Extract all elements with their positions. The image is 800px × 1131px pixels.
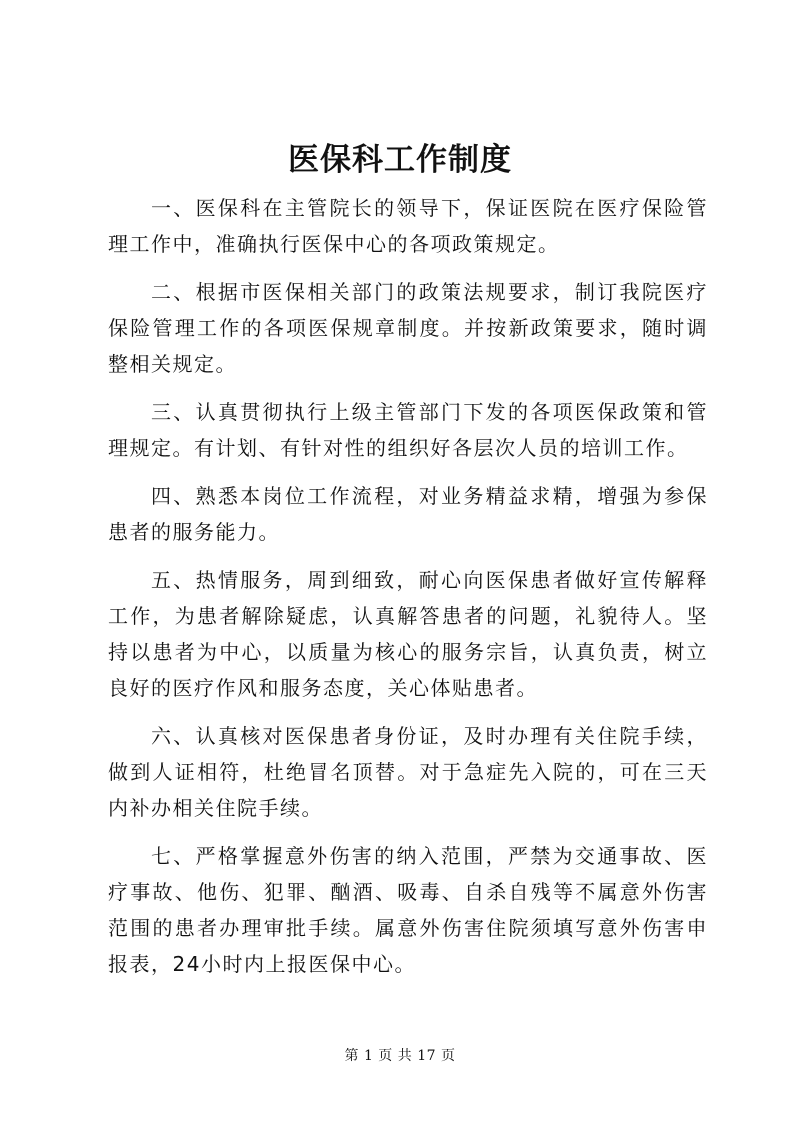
paragraph-6: 六、认真核对医保患者身份证，及时办理有关住院手续，做到人证相符，杜绝冒名顶替。对于急症先入院的，可在三天内补办相关住院手续。 bbox=[108, 724, 708, 820]
paragraph-4: 四、熟悉本岗位工作流程，对业务精益求精，增强为参保患者的服务能力。 bbox=[108, 484, 708, 544]
paragraph-3: 三、认真贯彻执行上级主管部门下发的各项医保政策和管理规定。有计划、有针对性的组织好各层次人员的培训工作。 bbox=[108, 400, 708, 460]
paragraph-1: 一、医保科在主管院长的领导下，保证医院在医疗保险管理工作中，准确执行医保中心的各项政策规定。 bbox=[108, 196, 708, 256]
paragraph-7: 七、严格掌握意外伤害的纳入范围，严禁为交通事故、医疗事故、他伤、犯罪、酗酒、吸毒、自杀自残等不属意外伤害范围的患者办理审批手续。属意外伤害住院须填写意外伤害申报表，24小时内上报医保中心。 bbox=[108, 844, 708, 976]
paragraph-5: 五、热情服务，周到细致，耐心向医保患者做好宣传解释工作，为患者解除疑虑，认真解答患者的问题，礼貌待人。坚持以患者为中心，以质量为核心的服务宗旨，认真负责，树立良好的医疗作风和服务态度，关心体贴患者。 bbox=[108, 568, 708, 700]
page-number-footer: 第 1 页 共 17 页 bbox=[344, 1048, 456, 1064]
document-body bbox=[108, 190, 708, 994]
paragraph-2: 二、根据市医保相关部门的政策法规要求，制订我院医疗保险管理工作的各项医保规章制度。并按新政策要求，随时调整相关规定。 bbox=[108, 280, 708, 376]
document-title: 医保科工作制度 bbox=[288, 142, 512, 178]
